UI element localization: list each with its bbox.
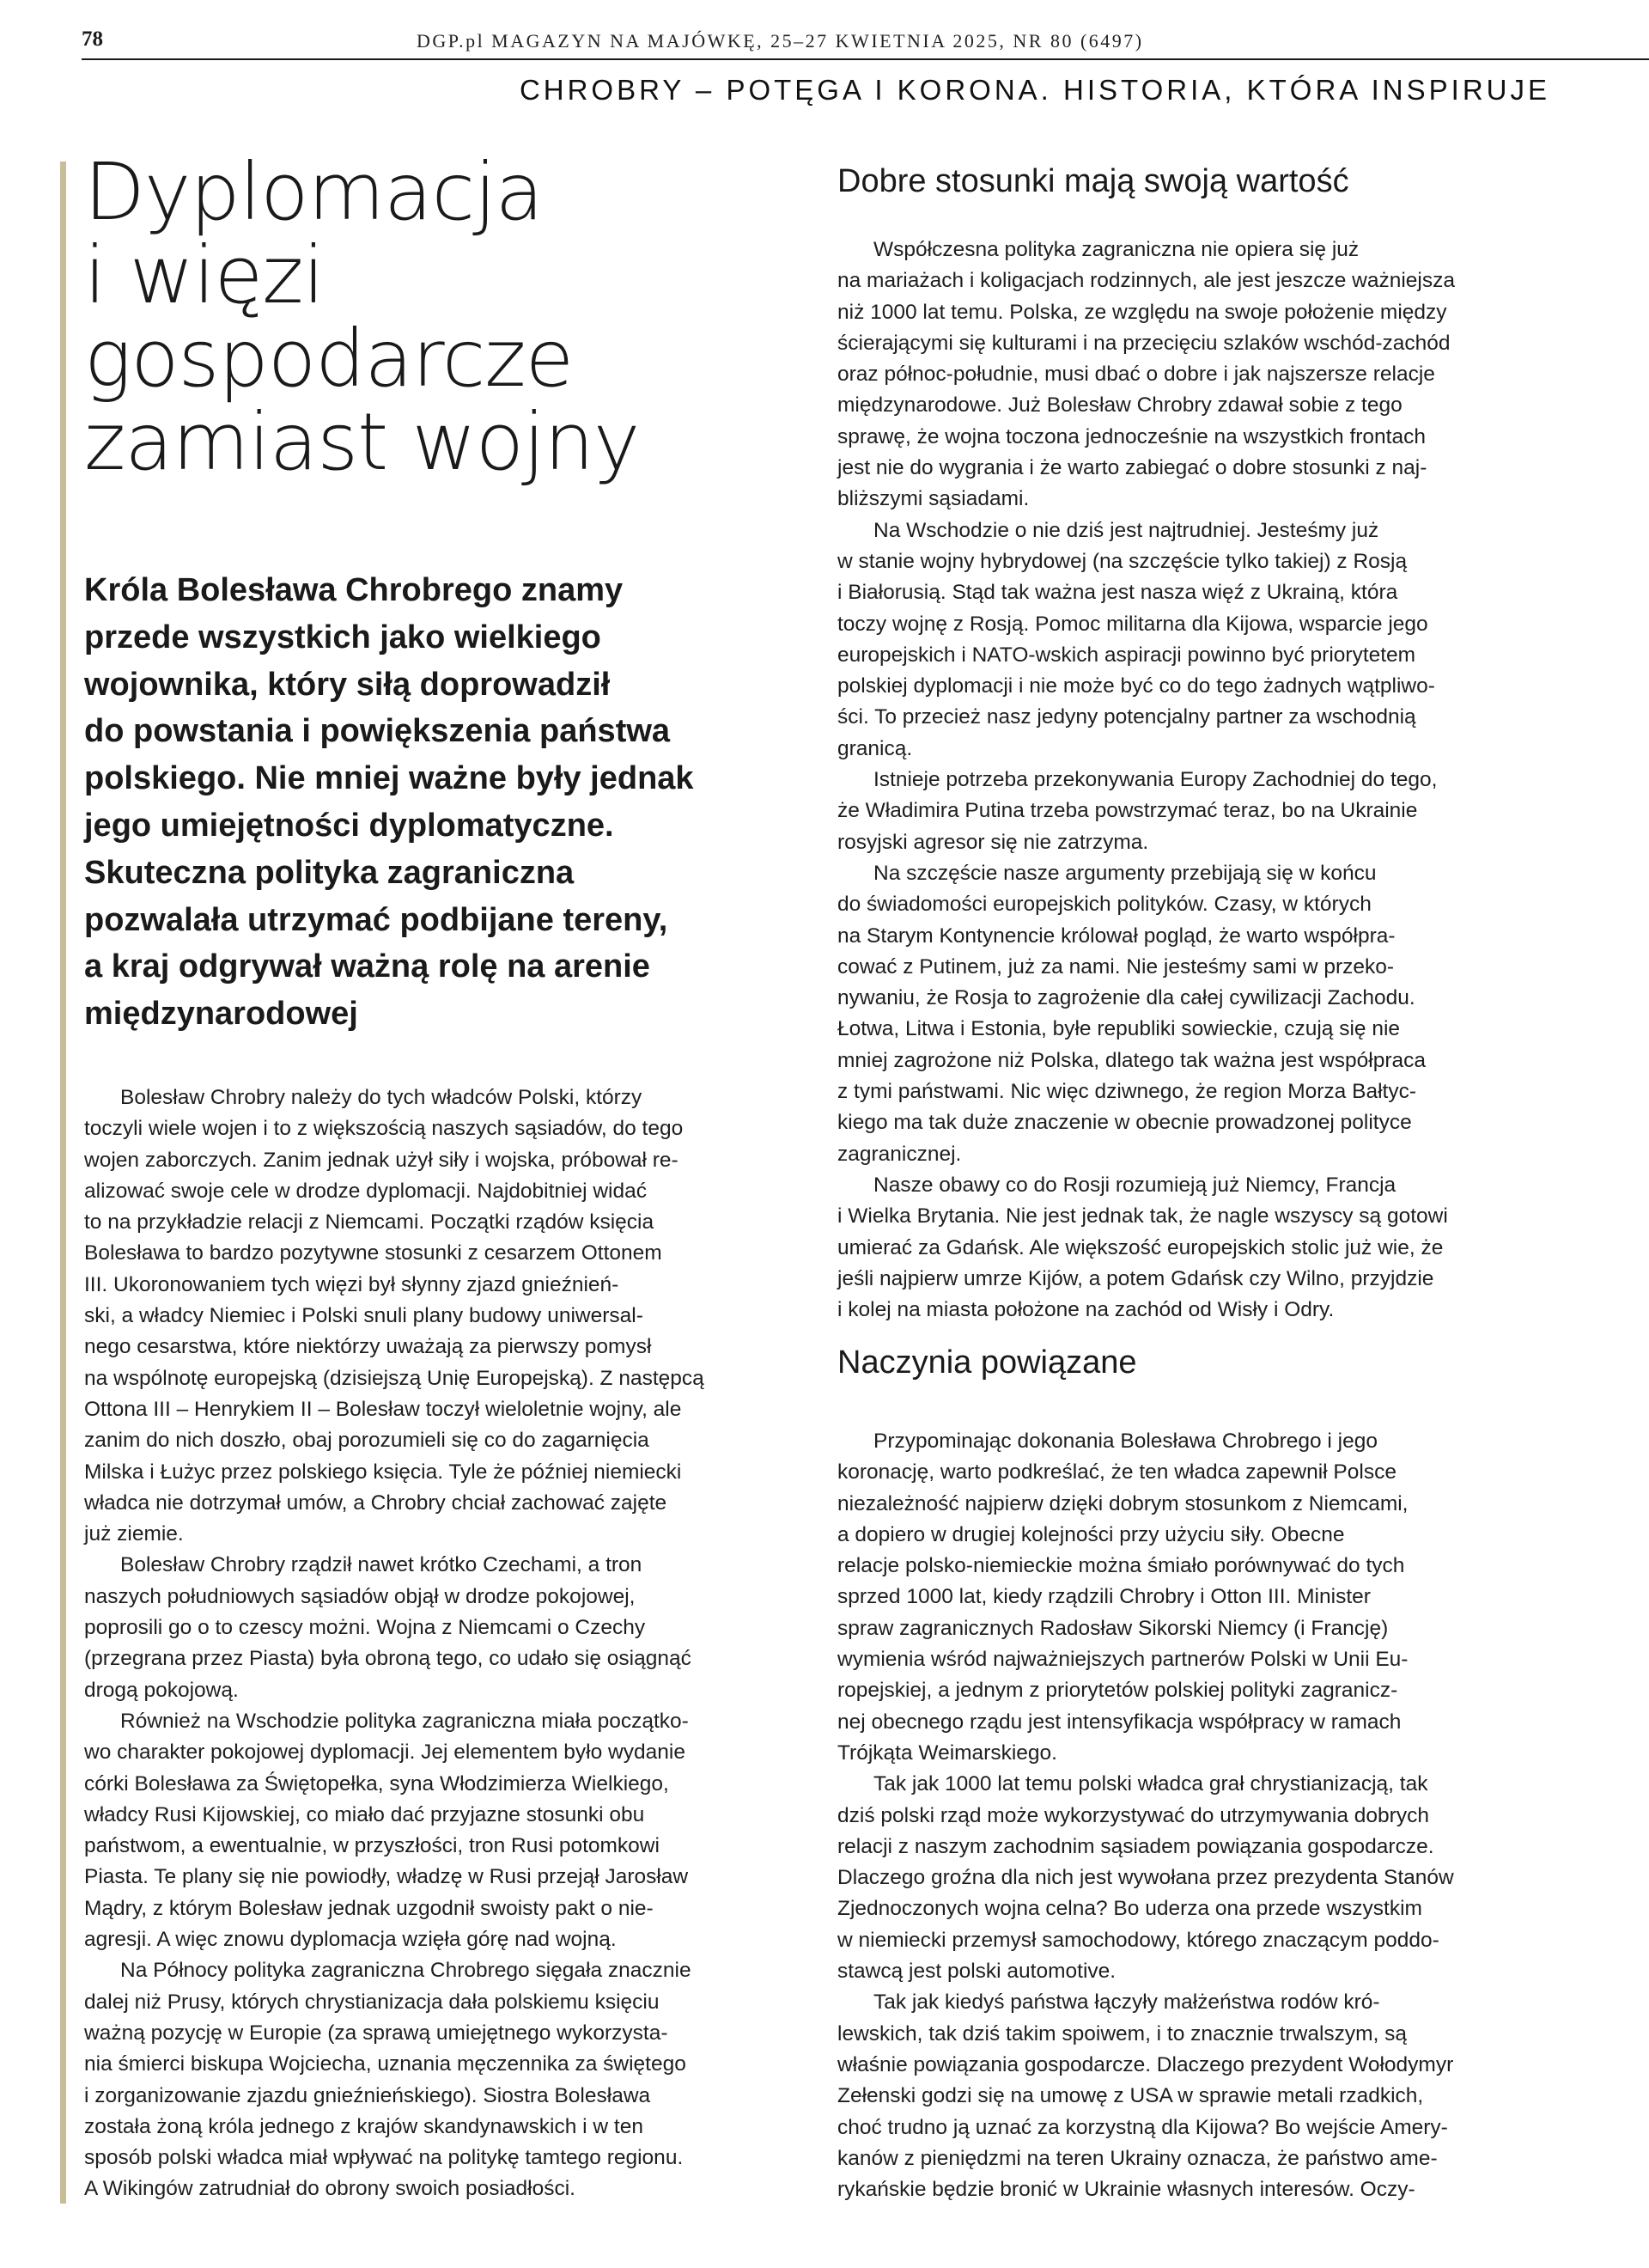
section-title: CHROBRY – POTĘGA I KORONA. HISTORIA, KTÓRA INSPIRUJE xyxy=(519,74,1550,106)
text-line: ścierającymi się kulturami i na przecięciu szlaków wschód-zachód xyxy=(837,331,1451,355)
text-line: nia śmierci biskupa Wojciecha, uznania męczennika za świętego xyxy=(84,2052,686,2076)
text-line: niż 1000 lat temu. Polska, ze względu na swoje położenie między xyxy=(837,300,1447,324)
text-line: kiego ma tak duże znaczenie w obecnie prowadzonej polityce xyxy=(837,1111,1412,1135)
text-line: Bolesława to bardzo pozytywne stosunki z cesarzem Ottonem xyxy=(84,1241,662,1265)
page-number: 78 xyxy=(82,27,103,51)
text-line: Nasze obawy co do Rosji rozumieją już Niemcy, Francja xyxy=(873,1173,1396,1197)
lead-line: przede wszystkich jako wielkiego xyxy=(84,619,601,655)
text-line: drogą pokojową. xyxy=(84,1678,239,1702)
text-line: właśnie powiązania gospodarcze. Dlaczego prezydent Wołodymyr xyxy=(837,2052,1454,2076)
text-line: wo charakter pokojowej dyplomacji. Jej elementem było wydanie xyxy=(84,1741,685,1765)
text-line: Łotwa, Litwa i Estonia, byłe republiki sowieckie, czują się nie xyxy=(837,1017,1401,1041)
text-line: lewskich, tak dziś takim spoiwem, i to znacznie trwalszym, są xyxy=(837,2021,1408,2045)
text-line: i zorganizowanie zjazdu gnieźnieńskiego). Siostra Bolesława xyxy=(84,2083,651,2107)
text-line: naszych południowych sąsiadów objął w drodze pokojowej, xyxy=(84,1584,636,1608)
title-line: Dyplomacja xyxy=(84,146,544,238)
text-line: zagranicznej. xyxy=(837,1142,962,1166)
text-line: Dlaczego groźna dla nich jest wywołana przez prezydenta Stanów xyxy=(837,1866,1454,1890)
text-line: Trójkąta Weimarskiego. xyxy=(837,1741,1057,1765)
text-line: dziś polski rząd może wykorzystywać do utrzymywania dobrych xyxy=(837,1803,1429,1827)
text-line: a dopiero w drugiej kolejności przy użyciu siły. Obecne xyxy=(837,1522,1345,1546)
text-line: na Starym Kontynencie królował pogląd, że warto współpra- xyxy=(837,924,1396,948)
text-line: że Władimira Putina trzeba powstrzymać teraz, bo na Ukrainie xyxy=(837,799,1418,823)
text-line: Tak jak 1000 lat temu polski władca grał chrystianizacją, tak xyxy=(873,1772,1428,1796)
text-line: stawcą jest polski automotive. xyxy=(837,1960,1117,1984)
text-line: ważną pozycję w Europie (za sprawą umiejętnego wykorzysta- xyxy=(84,2021,668,2045)
lead-line: wojownika, który siłą doprowadził xyxy=(84,666,611,703)
text-line: alizować swoje cele w drodze dyplomacji. Najdobitniej widać xyxy=(84,1179,648,1203)
text-line: władcy Rusi Kijowskiej, co miało dać przyjazne stosunki obu xyxy=(84,1802,645,1826)
text-line: do świadomości europejskich polityków. Czasy, w których xyxy=(837,893,1372,917)
text-line: granicą. xyxy=(837,736,913,760)
text-line: Na szczęście nasze argumenty przebijają się w końcu xyxy=(873,861,1377,885)
text-line: Ottona III – Henrykiem II – Bolesław toczył wieloletnie wojny, ale xyxy=(84,1397,682,1421)
text-line: córki Bolesława za Świętopełka, syna Włodzimierza Wielkiego, xyxy=(84,1771,669,1796)
lead-line: pozwalała utrzymać podbijane tereny, xyxy=(84,901,668,938)
text-line: sposób polski władca miał wpływać na politykę tamtego regionu. xyxy=(84,2146,684,2170)
text-line: (przegrana przez Piasta) była obroną tego, co udało się osiągnąć xyxy=(84,1647,691,1671)
text-line: jeśli najpierw umrze Kijów, a potem Gdańsk czy Wilno, przyjdzie xyxy=(837,1266,1434,1290)
text-line: i Wielka Brytania. Nie jest jednak tak, że nagle wszyscy są gotowi xyxy=(837,1204,1448,1228)
text-line: na mariażach i koligacjach rodzinnych, ale jest jeszcze ważniejsza xyxy=(837,269,1456,293)
subheading-good-relations: Dobre stosunki mają swoją wartość xyxy=(837,163,1349,199)
text-line: to na przykładzie relacji z Niemcami. Początki rządów księcia xyxy=(84,1210,654,1235)
header-bar xyxy=(82,26,1649,60)
text-line: spraw zagranicznych Radosław Sikorski Niemcy (i Francję) xyxy=(837,1616,1389,1640)
text-line: A Wikingów zatrudniał do obrony swoich posiadłości. xyxy=(84,2177,575,2201)
text-line: międzynarodowe. Już Bolesław Chrobry zdawał sobie z tego xyxy=(837,393,1403,418)
text-line: państwom, a ewentualnie, w przyszłości, tron Rusi potomkowi xyxy=(84,1834,660,1858)
text-line: choć trudno ją uznać za korzystną dla Kijowa? Bo wejście Amery- xyxy=(837,2115,1448,2139)
text-line: sprawę, że wojna toczona jednocześnie na wszystkich frontach xyxy=(837,424,1426,448)
lead-line: Króla Bolesława Chrobrego znamy xyxy=(84,572,624,608)
text-line: kanów z pieniędzmi na teren Ukrainy oznacza, że państwo ame- xyxy=(837,2146,1438,2170)
left-accent-rule xyxy=(60,162,66,2204)
text-line: ropejskiej, a jednym z priorytetów polskiej polityki zagranicz- xyxy=(837,1679,1398,1703)
text-line: umierać za Gdańsk. Ale większość europejskich stolic już wie, że xyxy=(837,1235,1444,1259)
text-line: ski, a władcy Niemiec i Polski snuli plany budowy uniwersal- xyxy=(84,1304,643,1328)
text-line: Istnieje potrzeba przekonywania Europy Zachodniej do tego, xyxy=(873,768,1438,792)
text-line: niezależność najpierw dzięki dobrym stosunkom z Niemcami, xyxy=(837,1491,1409,1515)
title-line: gospodarcze xyxy=(84,313,574,405)
title-line: i więzi xyxy=(84,229,325,321)
text-line: rosyjski agresor się nie zatrzyma. xyxy=(837,830,1149,854)
lead-line: a kraj odgrywał ważną rolę na arenie xyxy=(84,948,650,985)
text-line: poprosili go o to czescy możni. Wojna z Niemcami o Czechy xyxy=(84,1616,646,1640)
text-line: mniej zagrożone niż Polska, dlatego tak ważna jest współpraca xyxy=(837,1048,1427,1072)
lead-line: polskiego. Nie mniej ważne były jednak xyxy=(84,760,694,797)
text-line: Zjednoczonych wojna celna? Bo uderza ona przede wszystkim xyxy=(837,1897,1422,1921)
text-line: już ziemie. xyxy=(84,1522,184,1546)
text-line: bliższymi sąsiadami. xyxy=(837,487,1030,511)
body-column-left xyxy=(84,1082,788,2205)
text-line: nywaniu, że Rosja to zagrożenie dla całej cywilizacji Zachodu. xyxy=(837,986,1415,1010)
text-line: sprzed 1000 lat, kiedy rządzili Chrobry i Otton III. Minister xyxy=(837,1585,1371,1609)
text-line: z tymi państwami. Nic więc dziwnego, że region Morza Bałtyc- xyxy=(837,1080,1416,1104)
text-line: europejskich i NATO-wskich aspiracji powinno być priorytetem xyxy=(837,643,1416,667)
title-line: zamiast wojny xyxy=(84,396,640,488)
issue-line: DGP.pl MAGAZYN NA MAJÓWKĘ, 25–27 KWIETNIA 2025, NR 80 (6497) xyxy=(417,30,1144,52)
text-line: Mądry, z którym Bolesław jednak uzgodnił swoisty pakt o nie- xyxy=(84,1896,654,1920)
text-line: III. Ukoronowaniem tych więzi był słynny zjazd gnieźnień- xyxy=(84,1272,619,1296)
text-line: Na Wschodzie o nie dziś jest najtrudniej. Jesteśmy już xyxy=(873,518,1379,542)
subheading-connected-vessels: Naczynia powiązane xyxy=(837,1344,1137,1381)
text-line: Zełenski godzi się na umowę z USA w sprawie metali rzadkich, xyxy=(837,2084,1424,2108)
text-line: koronację, warto podkreślać, że ten władca zapewnił Polsce xyxy=(837,1460,1396,1485)
text-line: władca nie dotrzymał umów, a Chrobry chciał zachować zajęte xyxy=(84,1491,667,1515)
text-line: Milska i Łużyc przez polskiego księcia. Tyle że później niemiecki xyxy=(84,1460,682,1484)
body-column-right-top xyxy=(837,235,1550,1326)
text-line: agresji. A więc znowu dyplomacja wzięła górę nad wojną. xyxy=(84,1928,617,1952)
text-line: polskiej dyplomacji i nie może być co do tego żadnych wątpliwo- xyxy=(837,674,1435,698)
text-line: wymienia wśród najważniejszych partnerów Polski w Unii Eu- xyxy=(837,1648,1409,1672)
lead-line: Skuteczna polityka zagraniczna xyxy=(84,854,575,891)
text-line: została żoną króla jednego z krajów skandynawskich i w ten xyxy=(84,2114,643,2138)
text-line: wojen zaborczych. Zanim jednak użył siły i wojska, próbował re- xyxy=(84,1148,678,1172)
text-line: w niemiecki przemysł samochodowy, którego znaczącym poddo- xyxy=(837,1928,1439,1952)
text-line: Przypominając dokonania Bolesława Chrobrego i jego xyxy=(873,1430,1378,1453)
text-line: Piasta. Te plany się nie powiodły, władzę w Rusi przejął Jarosław xyxy=(84,1865,689,1889)
text-line: nego cesarstwa, które niektórzy uważają za pierwszy pomysł xyxy=(84,1335,652,1359)
text-line: relacji z naszym zachodnim sąsiadem powiązania gospodarcze. xyxy=(837,1834,1434,1858)
text-line: Współczesna polityka zagraniczna nie opiera się już xyxy=(873,238,1360,261)
text-line: toczyli wiele wojen i to z większością naszych sąsiadów, do tego xyxy=(84,1117,684,1141)
text-line: dalej niż Prusy, których chrystianizacja dała polskiemu księciu xyxy=(84,1990,660,2014)
article-lead xyxy=(84,567,788,1038)
text-line: i Białorusią. Stąd tak ważna jest nasza więź z Ukrainą, która xyxy=(837,581,1398,605)
text-line: jest nie do wygrania i że warto zabiegać o dobre stosunki z naj- xyxy=(837,456,1427,480)
text-line: i kolej na miasta położone na zachód od Wisły i Odry. xyxy=(837,1298,1335,1322)
text-line: toczy wojnę z Rosją. Pomoc militarna dla Kijowa, wsparcie jego xyxy=(837,612,1428,636)
text-line: relacje polsko-niemieckie można śmiało porównywać do tych xyxy=(837,1554,1405,1578)
text-line: Na Północy polityka zagraniczna Chrobrego sięgała znacznie xyxy=(120,1959,691,1983)
lead-line: międzynarodowej xyxy=(84,996,358,1033)
text-line: Bolesław Chrobry rządził nawet krótko Czechami, a tron xyxy=(120,1553,642,1577)
text-line: ści. To przecież nasz jedyny potencjalny partner za wschodnią xyxy=(837,705,1416,729)
lead-line: do powstania i powiększenia państwa xyxy=(84,713,671,750)
text-line: Bolesław Chrobry należy do tych władców Polski, którzy xyxy=(120,1086,642,1109)
text-line: Również na Wschodzie polityka zagraniczna miała początko- xyxy=(120,1709,689,1733)
text-line: na wspólnotę europejską (dzisiejszą Unię Europejską). Z następcą xyxy=(84,1366,704,1390)
text-line: zanim do nich doszło, obaj porozumieli się co do zagarnięcia xyxy=(84,1429,649,1453)
text-line: w stanie wojny hybrydowej (na szczęście tylko takiej) z Rosją xyxy=(837,549,1408,573)
lead-line: jego umiejętności dyplomatyczne. xyxy=(84,807,614,844)
text-line: Tak jak kiedyś państwa łączyły małżeństwa rodów kró- xyxy=(873,1991,1380,2015)
text-line: oraz północ-południe, musi dbać o dobre i jak najszersze relacje xyxy=(837,363,1435,387)
text-line: rykańskie będzie bronić w Ukrainie własnych interesów. Oczy- xyxy=(837,2178,1415,2202)
body-column-right-bottom xyxy=(837,1426,1550,2205)
article-title xyxy=(84,146,771,488)
text-line: cować z Putinem, już za nami. Nie jesteśmy sami w przeko- xyxy=(837,954,1395,979)
text-line: nej obecnego rządu jest intensyfikacja współpracy w ramach xyxy=(837,1710,1402,1734)
